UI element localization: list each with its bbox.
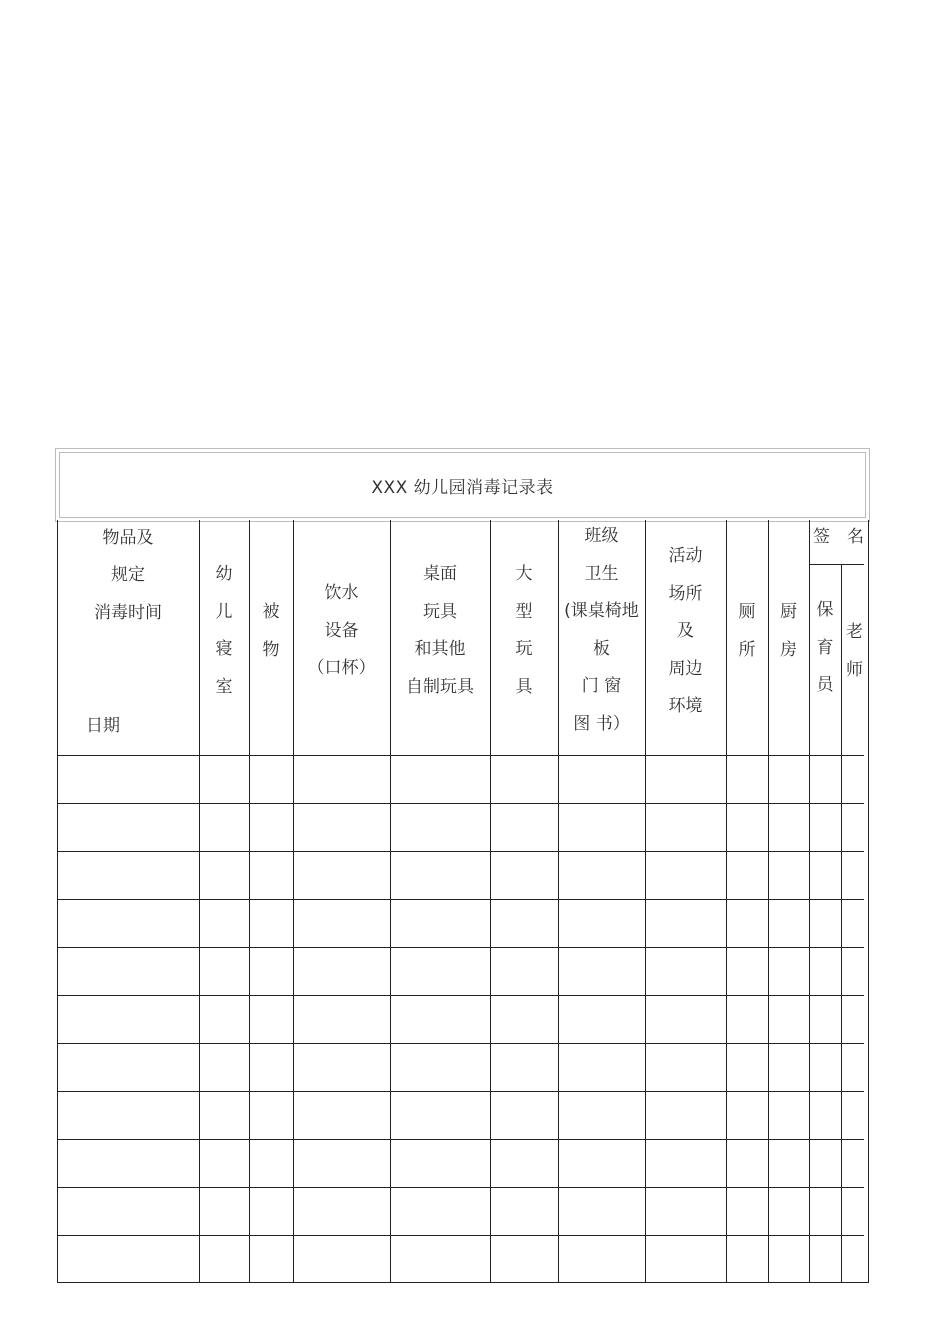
table-cell	[490, 1091, 558, 1139]
table-cell	[768, 1043, 809, 1091]
header-col-large_toys-line: 玩	[515, 639, 533, 659]
table-cell	[558, 1139, 645, 1187]
table-cell	[809, 803, 841, 851]
table-cell	[558, 995, 645, 1043]
table-cell	[809, 1139, 841, 1187]
header-col-class	[558, 518, 645, 743]
table-cell	[249, 995, 293, 1043]
table-cell	[390, 1043, 490, 1091]
table-cell	[390, 851, 490, 899]
table-cell	[645, 1235, 726, 1283]
table-cell	[645, 1091, 726, 1139]
header-item-time-line: 消毒时间	[94, 602, 162, 623]
table-cell	[726, 1043, 768, 1091]
table-cell	[57, 1187, 199, 1235]
table-cell	[841, 995, 864, 1043]
table-cell	[390, 899, 490, 947]
table-cell	[726, 1187, 768, 1235]
table-cell	[199, 851, 249, 899]
table-cell	[841, 755, 864, 803]
header-col-large_toys-line: 大	[515, 564, 533, 584]
header-col-water-line: 设备	[324, 620, 359, 641]
table-cell	[841, 899, 864, 947]
header-col-water-line: 饮水	[324, 583, 359, 603]
table-cell	[199, 995, 249, 1043]
table-cell	[57, 899, 199, 947]
table-cell	[249, 1139, 293, 1187]
header-col-bedding	[249, 594, 293, 669]
table-cell	[726, 899, 768, 947]
table-cell	[809, 1043, 841, 1091]
header-col-bedding-line: 被	[262, 602, 280, 622]
table-cell	[390, 1091, 490, 1139]
table-cell	[293, 1043, 390, 1091]
table-cell	[293, 947, 390, 995]
table-cell	[558, 899, 645, 947]
table-cell	[293, 851, 390, 899]
table-cell	[645, 803, 726, 851]
table-title: XXX 幼儿园消毒记录表	[59, 452, 866, 518]
table-cell	[199, 947, 249, 995]
table-cell	[558, 1235, 645, 1283]
table-cell	[199, 1187, 249, 1235]
header-sign-teacher	[841, 614, 868, 689]
table-cell	[726, 851, 768, 899]
header-sign-nurse-line: 育	[816, 637, 834, 658]
table-cell	[841, 1235, 864, 1283]
header-col-water	[293, 575, 390, 688]
header-col-toys	[390, 556, 490, 706]
table-cell	[249, 851, 293, 899]
header-col-toys-line: 和其他	[414, 639, 466, 659]
table-cell	[57, 851, 199, 899]
header-item-time-line: 规定	[111, 565, 145, 586]
header-sign-teacher-line: 老	[846, 622, 863, 642]
table-cell	[490, 1139, 558, 1187]
table-cell	[645, 947, 726, 995]
table-cell	[249, 803, 293, 851]
table-cell	[558, 755, 645, 803]
table-cell	[558, 803, 645, 851]
table-cell	[57, 1139, 199, 1187]
table-cell	[390, 1139, 490, 1187]
header-date-label: 日期	[86, 716, 120, 737]
header-sign-nurse-line: 员	[816, 675, 834, 695]
table-cell	[726, 755, 768, 803]
header-col-class-line: 板	[593, 638, 610, 659]
table-cell	[768, 1187, 809, 1235]
header-item-time-line: 物品及	[102, 527, 154, 548]
table-cell	[199, 1091, 249, 1139]
table-cell	[293, 1139, 390, 1187]
sign-divider	[809, 564, 864, 565]
header-col-nursery-line: 幼	[215, 564, 233, 584]
header-col-toys-line: 玩具	[423, 601, 457, 622]
table-cell	[293, 995, 390, 1043]
table-cell	[57, 1235, 199, 1283]
table-cell	[645, 1043, 726, 1091]
table-cell	[490, 851, 558, 899]
header-sign-label: 签 名	[813, 527, 864, 548]
table-cell	[490, 1235, 558, 1283]
table-cell	[726, 1235, 768, 1283]
table-cell	[809, 1187, 841, 1235]
table-cell	[249, 1091, 293, 1139]
table-cell	[390, 947, 490, 995]
table-cell	[841, 1187, 864, 1235]
header-col-toys-line: 自制玩具	[406, 676, 474, 697]
header-col-kitchen-line: 房	[780, 639, 797, 660]
table-cell	[390, 755, 490, 803]
table-cell	[726, 803, 768, 851]
table-cell	[293, 1235, 390, 1283]
table-cell	[768, 1235, 809, 1283]
table-cell	[57, 995, 199, 1043]
table-cell	[199, 1235, 249, 1283]
header-col-class-line: 班级	[584, 526, 619, 546]
table-cell	[558, 1043, 645, 1091]
table-cell	[490, 755, 558, 803]
table-cell	[558, 851, 645, 899]
table-cell	[249, 1043, 293, 1091]
table-cell	[199, 755, 249, 803]
table-cell	[768, 1139, 809, 1187]
header-col-large_toys	[490, 556, 558, 706]
table-cell	[390, 1235, 490, 1283]
header-col-class-line: 门 窗	[581, 676, 622, 696]
table-cell	[57, 755, 199, 803]
table-cell	[199, 1139, 249, 1187]
header-col-toys-line: 桌面	[423, 564, 457, 584]
table-border-right	[868, 520, 869, 1282]
table-cell	[57, 803, 199, 851]
table-cell	[249, 1235, 293, 1283]
table-cell	[390, 995, 490, 1043]
table-cell	[645, 851, 726, 899]
table-cell	[809, 899, 841, 947]
table-cell	[558, 947, 645, 995]
header-col-nursery-line: 室	[215, 676, 233, 697]
table-cell	[841, 803, 864, 851]
table-cell	[768, 899, 809, 947]
table-cell	[841, 1091, 864, 1139]
table-cell	[645, 755, 726, 803]
table-cell	[249, 1187, 293, 1235]
table-cell	[199, 899, 249, 947]
header-col-nursery	[199, 556, 249, 706]
table-cell	[768, 755, 809, 803]
header-col-large_toys-line: 型	[515, 601, 533, 622]
table-cell	[293, 755, 390, 803]
table-cell	[490, 899, 558, 947]
header-col-activity-line: 及	[677, 621, 694, 641]
table-cell	[841, 851, 864, 899]
header-col-large_toys-line: 具	[515, 676, 533, 697]
table-cell	[490, 1043, 558, 1091]
header-col-class-line: (课桌椅地	[564, 601, 639, 621]
table-cell	[249, 899, 293, 947]
table-cell	[809, 851, 841, 899]
table-cell	[57, 1043, 199, 1091]
table-cell	[809, 995, 841, 1043]
header-col-class-line: 卫生	[584, 563, 619, 584]
header-col-water-line: （口杯）	[307, 658, 376, 678]
header-item-time	[57, 520, 199, 632]
table-cell	[390, 803, 490, 851]
table-cell	[293, 803, 390, 851]
table-cell	[726, 947, 768, 995]
table-cell	[490, 947, 558, 995]
header-col-activity-line: 周边	[668, 658, 703, 679]
header-col-toilet-line: 所	[738, 639, 756, 660]
header-sign-teacher-line: 师	[846, 659, 863, 680]
table-cell	[645, 1187, 726, 1235]
table-cell	[768, 947, 809, 995]
table-cell	[390, 1187, 490, 1235]
table-cell	[645, 1139, 726, 1187]
table-cell	[768, 803, 809, 851]
header-col-toilet	[726, 594, 768, 669]
table-cell	[57, 1091, 199, 1139]
table-cell	[558, 1091, 645, 1139]
table-cell	[293, 1091, 390, 1139]
header-col-kitchen	[768, 594, 809, 669]
table-cell	[199, 803, 249, 851]
table-cell	[841, 947, 864, 995]
header-col-activity-line: 环境	[668, 696, 703, 716]
table-cell	[768, 1091, 809, 1139]
table-cell	[726, 1139, 768, 1187]
table-cell	[768, 995, 809, 1043]
header-col-nursery-line: 儿	[215, 601, 233, 622]
table-cell	[726, 995, 768, 1043]
table-cell	[768, 851, 809, 899]
table-cell	[490, 995, 558, 1043]
table-cell	[490, 803, 558, 851]
table-cell	[293, 1187, 390, 1235]
header-col-activity	[645, 538, 726, 726]
table-cell	[249, 947, 293, 995]
table-cell	[645, 899, 726, 947]
table-cell	[490, 1187, 558, 1235]
table-cell	[809, 755, 841, 803]
table-cell	[199, 1043, 249, 1091]
table-cell	[809, 1235, 841, 1283]
header-col-class-line: 图 书）	[573, 713, 630, 734]
header-col-bedding-line: 物	[262, 639, 280, 660]
table-cell	[645, 995, 726, 1043]
table-cell	[57, 947, 199, 995]
header-sign-nurse-line: 保	[816, 600, 834, 620]
header-col-activity-line: 活动	[668, 546, 703, 566]
table-cell	[558, 1187, 645, 1235]
table-cell	[809, 947, 841, 995]
table-cell	[293, 899, 390, 947]
header-col-activity-line: 场所	[668, 583, 703, 604]
header-col-toilet-line: 厕	[738, 602, 756, 622]
table-cell	[841, 1043, 864, 1091]
header-col-kitchen-line: 厨	[780, 602, 797, 622]
table-cell	[249, 755, 293, 803]
header-col-nursery-line: 寝	[215, 639, 233, 659]
table-cell	[841, 1139, 864, 1187]
table-cell	[809, 1091, 841, 1139]
header-sign-nurse	[809, 592, 841, 705]
table-cell	[726, 1091, 768, 1139]
